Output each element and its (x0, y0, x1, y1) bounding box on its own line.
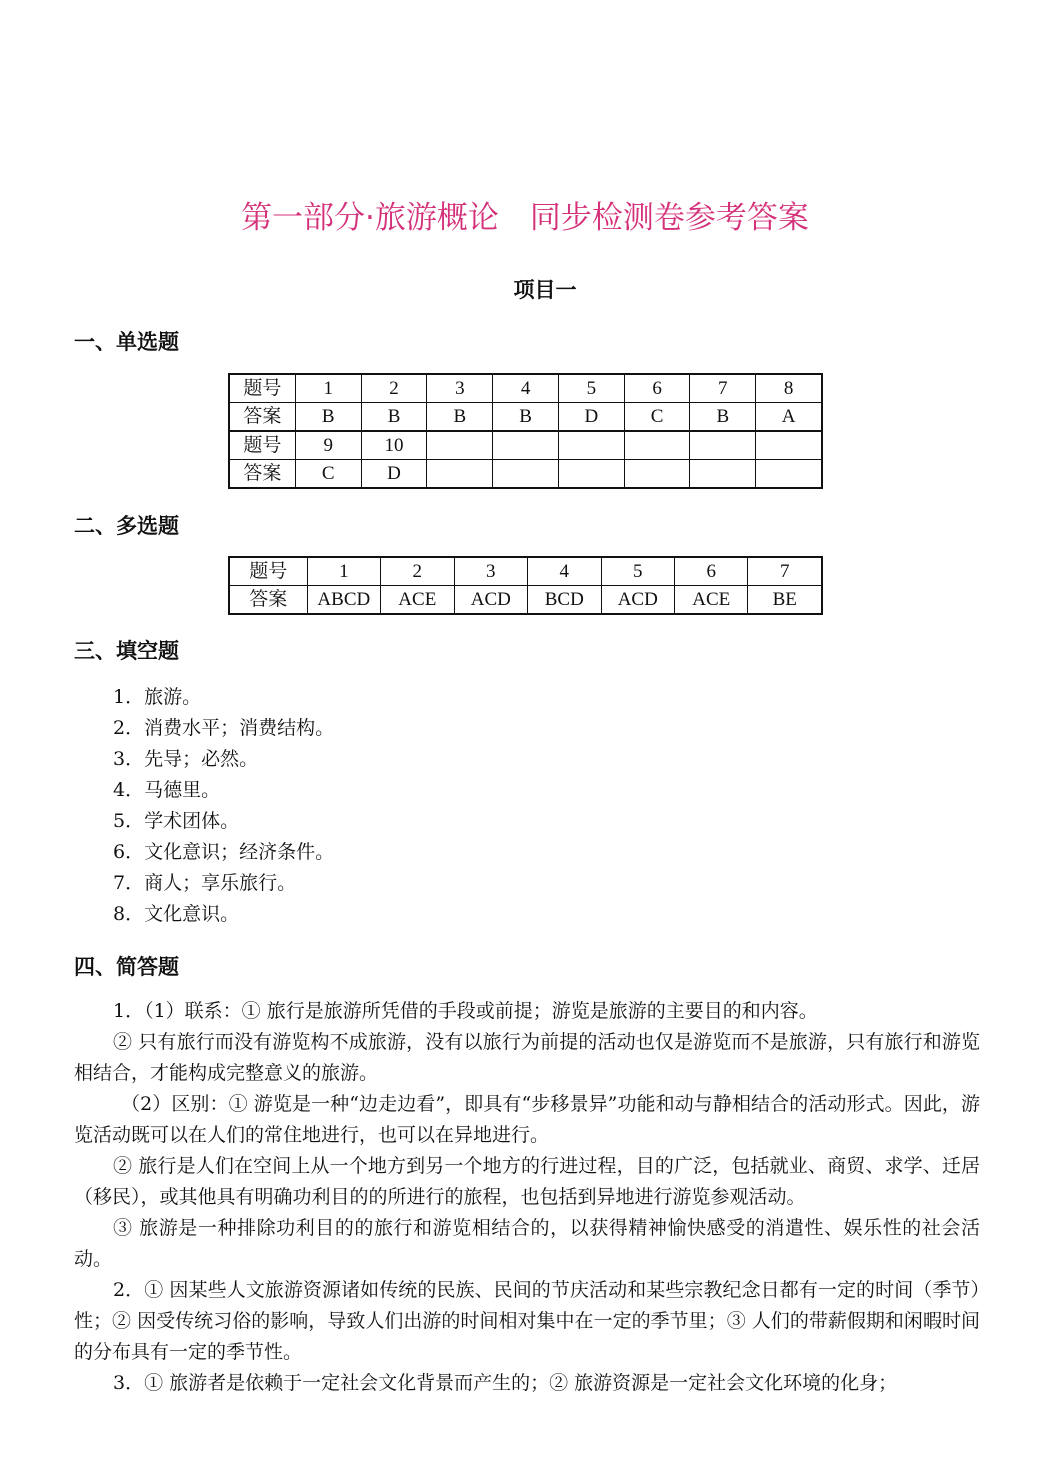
question-number-cell: 3 (454, 557, 527, 586)
list-item: 8．文化意识。 (113, 903, 240, 925)
question-number-label: 题号 (229, 374, 295, 403)
answer-cell: B (361, 403, 427, 432)
question-number-cell (756, 431, 822, 460)
answer-cell: B (690, 403, 756, 432)
answer-cell (558, 460, 624, 489)
table-row (229, 460, 822, 489)
question-number-cell (493, 431, 559, 460)
answer-cell: ACD (601, 586, 674, 615)
answer-cell (690, 460, 756, 489)
table-row (229, 557, 822, 586)
list-item: 1．旅游。 (113, 686, 202, 708)
short-answer-paragraph: 3．① 旅游者是依赖于一定社会文化背景而产生的；② 旅游资源是一定社会文化环境的化身； (113, 1372, 898, 1394)
section-multi-choice: 二、多选题 (74, 514, 179, 538)
question-number-cell: 2 (361, 374, 427, 403)
answer-cell: ABCD (307, 586, 380, 615)
answer-cell: BE (748, 586, 822, 615)
question-number-cell: 5 (601, 557, 674, 586)
answer-label: 答案 (229, 403, 295, 432)
question-number-cell: 10 (361, 431, 427, 460)
table-row (229, 374, 822, 403)
question-number-cell: 7 (748, 557, 822, 586)
single-choice-table (228, 373, 823, 489)
question-number-cell: 2 (381, 557, 454, 586)
page-title: 第一部分·旅游概论 同步检测卷参考答案 (241, 200, 809, 236)
short-answer-paragraph: 1．（1）联系：① 旅行是旅游所凭借的手段或前提；游览是旅游的主要目的和内容。 (113, 1000, 818, 1022)
question-number-cell (690, 431, 756, 460)
answer-cell: ACE (381, 586, 454, 615)
question-number-cell: 8 (756, 374, 822, 403)
question-number-cell: 4 (493, 374, 559, 403)
answer-cell: ACE (675, 586, 748, 615)
question-number-cell: 9 (295, 431, 361, 460)
section-fill-blank: 三、填空题 (74, 639, 179, 663)
question-number-cell (427, 431, 493, 460)
table-row (229, 586, 822, 615)
answer-label: 答案 (229, 586, 307, 615)
answer-cell: BCD (528, 586, 601, 615)
multi-choice-table (228, 556, 823, 615)
answer-cell: B (493, 403, 559, 432)
answer-cell (756, 460, 822, 489)
question-number-cell: 6 (624, 374, 690, 403)
answer-cell: A (756, 403, 822, 432)
list-item: 5．学术团体。 (113, 810, 240, 832)
table-row (229, 403, 822, 432)
question-number-cell: 3 (427, 374, 493, 403)
short-answer-paragraph: ③ 旅游是一种排除功利目的的旅行和游览相结合的，以获得精神愉快感受的消遣性、娱乐性的社会活动。 (74, 1217, 980, 1270)
short-answer-paragraph: ② 只有旅行而没有游览构不成旅游，没有以旅行为前提的活动也仅是游览而不是旅游，只有旅行和游览相结合，才能构成完整意义的旅游。 (74, 1031, 980, 1084)
answer-cell (427, 460, 493, 489)
list-item: 6．文化意识；经济条件。 (113, 841, 335, 863)
section-short-answer: 四、简答题 (74, 955, 179, 979)
short-answer-paragraph: 2．① 因某些人文旅游资源诸如传统的民族、民间的节庆活动和某些宗教纪念日都有一定的时间（季节）性；② 因受传统习俗的影响，导致人们出游的时间相对集中在一定的季节里；③ 人们的带薪假期和闲暇时间的分布具有一定的季节性。 (74, 1279, 980, 1363)
table-row (229, 431, 822, 460)
answer-label: 答案 (229, 460, 295, 489)
question-number-cell: 7 (690, 374, 756, 403)
answer-cell: C (295, 460, 361, 489)
question-number-cell: 1 (295, 374, 361, 403)
short-answer-paragraph: （2）区别：① 游览是一种“边走边看”，即具有“步移景异”功能和动与静相结合的活动形式。因此，游览活动既可以在人们的常住地进行，也可以在异地进行。 (74, 1093, 980, 1146)
answer-cell (493, 460, 559, 489)
answer-cell: C (624, 403, 690, 432)
list-item: 7．商人；享乐旅行。 (113, 872, 297, 894)
question-number-cell: 6 (675, 557, 748, 586)
answer-cell (624, 460, 690, 489)
question-number-cell (624, 431, 690, 460)
short-answer-body (74, 996, 980, 1399)
question-number-cell: 4 (528, 557, 601, 586)
answer-cell: B (295, 403, 361, 432)
question-number-cell: 5 (558, 374, 624, 403)
answer-cell: B (427, 403, 493, 432)
list-item: 4．马德里。 (113, 779, 221, 801)
project-title: 项目一 (513, 278, 577, 302)
question-number-label: 题号 (229, 557, 307, 586)
list-item: 2．消费水平；消费结构。 (113, 717, 335, 739)
list-item: 3．先导；必然。 (113, 748, 259, 770)
question-number-cell: 1 (307, 557, 380, 586)
section-single-choice: 一、单选题 (74, 330, 179, 354)
short-answer-paragraph: ② 旅行是人们在空间上从一个地方到另一个地方的行进过程，目的广泛，包括就业、商贸、求学、迁居（移民），或其他具有明确功利目的的所进行的旅程，也包括到异地进行游览参观活动。 (74, 1155, 980, 1208)
answer-cell: ACD (454, 586, 527, 615)
question-number-label: 题号 (229, 431, 295, 460)
answer-cell: D (361, 460, 427, 489)
fill-blank-list (113, 682, 334, 930)
question-number-cell (558, 431, 624, 460)
answer-cell: D (558, 403, 624, 432)
